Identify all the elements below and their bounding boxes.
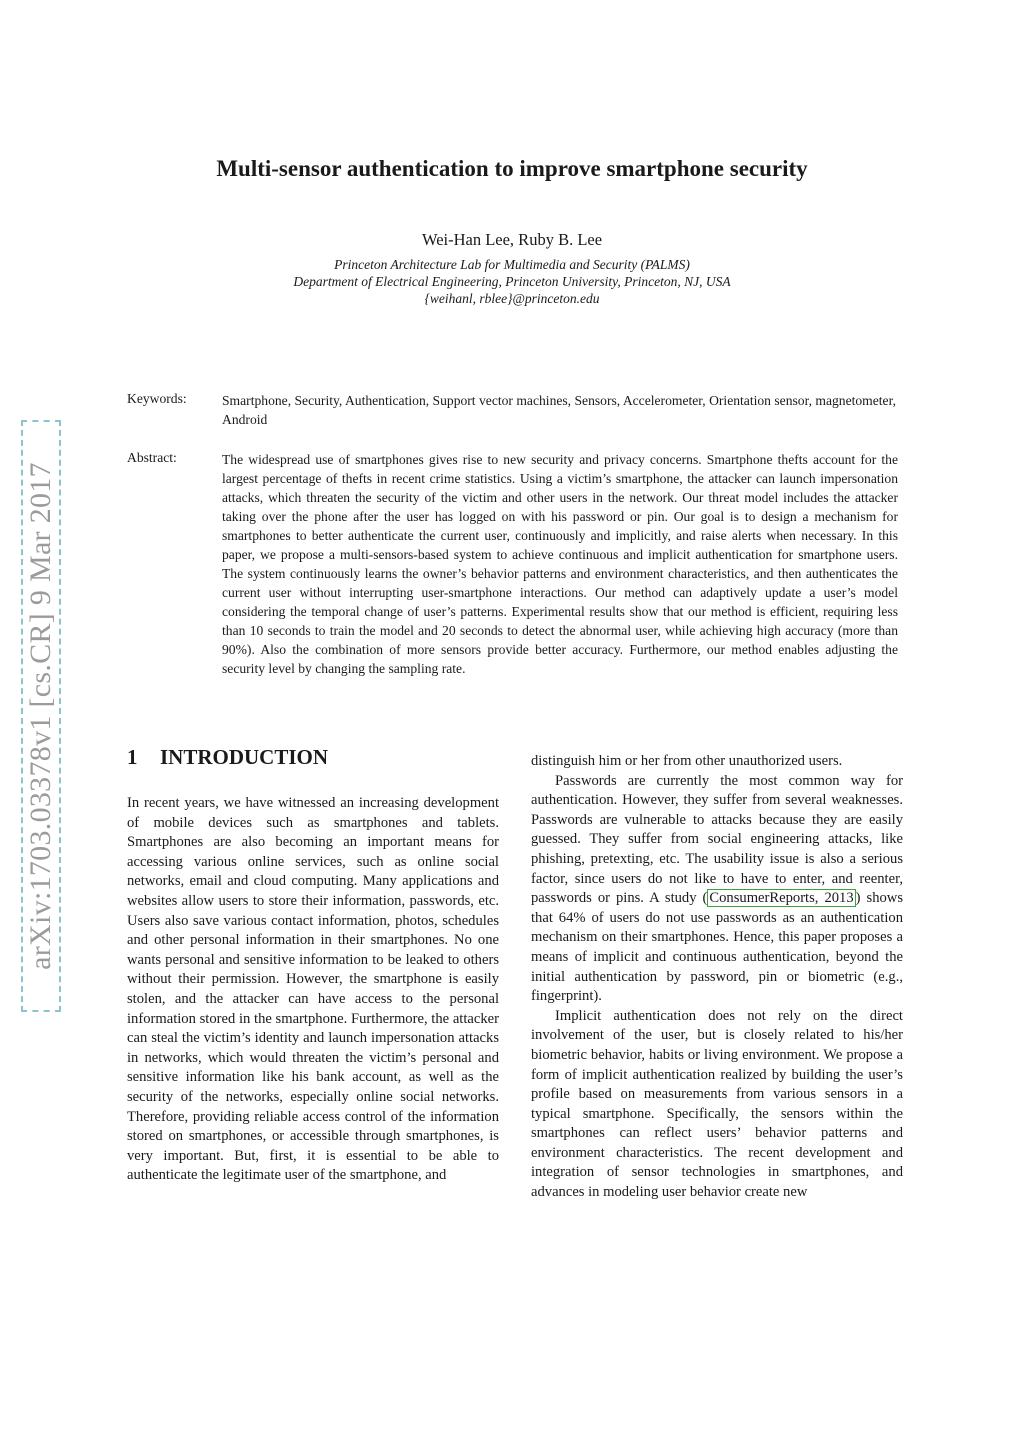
intro-paragraph-passwords xyxy=(531,772,903,1007)
passwords-text-a: Passwords are currently the most common way for authentication. However, they suffer from several weaknesses. Passwords are vulnerable to attacks because they are easily guessed. They suffer from social engineering attacks, like phishing, pretexting, etc. The usability issue is also a serious factor, since users do not like to have to enter, and reenter, passwords or pins. A study ( xyxy=(531,772,903,907)
abstract-text: The widespread use of smartphones gives rise to new security and privacy concerns. Smartphone thefts account for the largest percentage of thefts in recent crime statistics. Using a victim’s smartphone, the attacker can launch impersonation attacks, which threaten the security of the victim and other users in the network. Our threat model includes the attacker taking over the phone after the user has logged on with his password or pin. Our goal is to design a mechanism for smartphones to better authenticate the current user, continuously and implicitly, and raise alerts when necessary. In this paper, we propose a multi-sensors-based system to achieve continuous and implicit authentication for smartphone users. The system continuously learns the owner’s behavior patterns and environment characteristics, and then authenticates the current user without interrupting user-smartphone interactions. Our method can adaptively update a user’s model considering the temporal change of user’s patterns. Experimental results show that our method is efficient, requiring less than 10 seconds to train the model and 20 seconds to detect the abnormal user, while achieving high accuracy (more than 90%). Also the combination of more sensors provide better accuracy. Furthermore, our method enables adjusting the security level by changing the sampling rate. xyxy=(222,452,898,676)
abstract-label: Abstract: xyxy=(127,450,177,465)
citation-link[interactable]: ConsumerReports, 2013 xyxy=(709,890,854,907)
section-heading xyxy=(127,745,328,770)
passwords-text-b: ) shows that 64% of users do not use passwords as an authentication mechanism on their smartphones. Hence, this paper proposes a means of implicit and continuous authentication, beyond the initial authentication by password, pin or biometric (e.g., fingerprint). xyxy=(531,890,903,1005)
arxiv-identifier-stamp[interactable]: arXiv:1703.03378v1 [cs.CR] 9 Mar 2017 xyxy=(21,420,61,1012)
affiliation-lab: Princeton Architecture Lab for Multimedia and Security (PALMS) xyxy=(334,257,690,272)
intro-paragraph-continued: distinguish him or her from other unauthorized users. xyxy=(531,753,843,769)
intro-paragraph-implicit: Implicit authentication does not rely on the direct involvement of the user, but is closely related to his/her biometric behavior, habits or living environment. We propose a form of implicit authentication realized by building the user’s profile based on measurements from various sensors in a typical smartphone. Specifically, the sensors within the smartphones can reflect users’ behavior patterns and environment characteristics. The recent development and integration of sensor technologies in smartphones, and advances in modeling user behavior create new xyxy=(531,1007,903,1201)
section-title: INTRODUCTION xyxy=(160,745,329,769)
author-email: {weihanl, rblee}@princeton.edu xyxy=(424,291,600,306)
right-column xyxy=(531,752,903,1203)
paper-authors: Wei-Han Lee, Ruby B. Lee xyxy=(421,230,603,249)
affiliation-block xyxy=(0,256,1024,307)
left-column xyxy=(127,794,499,1186)
paper-title: Multi-sensor authentication to improve smartphone security xyxy=(216,156,808,181)
keywords-text: Smartphone, Security, Authentication, Support vector machines, Sensors, Accelerometer, Orientation sensor, magnetometer, Android xyxy=(222,393,896,427)
keywords-label: Keywords: xyxy=(127,391,187,406)
intro-paragraph: In recent years, we have witnessed an increasing development of mobile devices such as smartphones and tablets. Smartphones are also becoming an important means for accessing various online services, such as online social networks, email and cloud computing. Many applications and websites allow users to store their information, passwords, etc. Users also save various contact information, photos, schedules and other personal information in their smartphones. No one wants personal and sensitive information to be leaked to others without their permission. However, the smartphone is easily stolen, and the attacker can have access to the personal information stored in the smartphone. Furthermore, the attacker can steal the victim’s identity and launch impersonation attacks in networks, which would threaten the victim’s personal and sensitive information like his bank account, as well as the security of the networks, especially online social networks. Therefore, providing reliable access control of the information stored on smartphones, or accessible through smartphones, is very important. But, first, it is essential to be able to authenticate the legitimate user of the smartphone, and xyxy=(127,795,499,1184)
section-number: 1 xyxy=(127,745,138,769)
affiliation-department: Department of Electrical Engineering, Princeton University, Princeton, NJ, USA xyxy=(293,274,731,289)
